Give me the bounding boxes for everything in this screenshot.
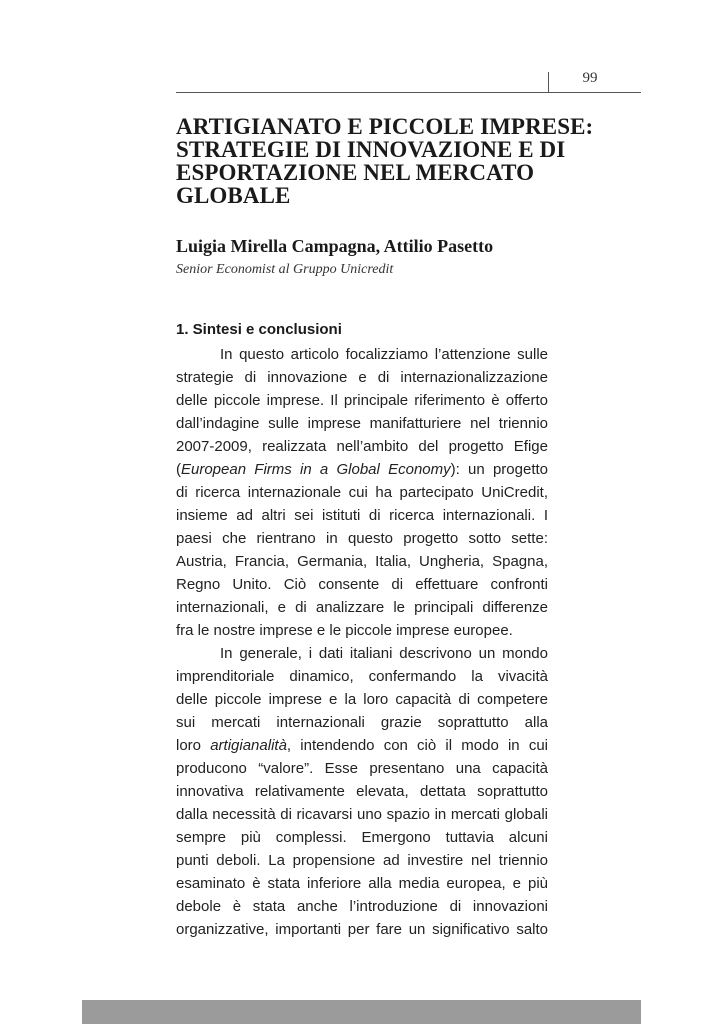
body-line bbox=[176, 458, 548, 481]
body-line: Regno Unito. Ciò consente di effettuare confronti bbox=[176, 576, 548, 593]
body-line: dalla necessità di ricavarsi uno spazio in mercati globali bbox=[176, 806, 548, 823]
article-authors: Luigia Mirella Campagna, Attilio Pasetto bbox=[176, 236, 494, 256]
body-line: fra le nostre imprese e le piccole imprese europee. bbox=[176, 622, 513, 639]
body-line: In generale, i dati italiani descrivono un mondo bbox=[220, 645, 548, 662]
body-line: delle piccole imprese e la loro capacità di competere bbox=[176, 691, 548, 708]
body-line: producono “valore”. Esse presentano una capacità bbox=[176, 760, 548, 777]
title-line: ESPORTAZIONE NEL MERCATO bbox=[176, 160, 535, 181]
body-line bbox=[176, 734, 548, 757]
page-number: 99 bbox=[582, 70, 598, 86]
article-title bbox=[176, 112, 646, 204]
header-divider-tick bbox=[548, 72, 549, 92]
body-line: In questo articolo focalizziamo l’attenzione sulle bbox=[220, 346, 548, 363]
emphasized-title: European Firms in a Global Economy bbox=[181, 461, 451, 478]
body-text: loro bbox=[176, 737, 211, 754]
header-rule bbox=[176, 92, 641, 93]
emphasized-word: artigianalità bbox=[210, 737, 287, 754]
article-body bbox=[176, 343, 548, 941]
body-line: esaminato è stata inferiore alla media europea, e più bbox=[176, 875, 548, 892]
body-line: punti deboli. La propensione ad investire nel triennio bbox=[176, 852, 548, 869]
body-line: strategie di innovazione e di internazionalizzazione bbox=[176, 369, 548, 386]
body-line: insieme ad altri sei istituti di ricerca internazionali. I bbox=[176, 507, 548, 524]
body-line: imprenditoriale dinamico, confermando la vivacità bbox=[176, 668, 548, 685]
body-line: delle piccole imprese. Il principale riferimento è offerto bbox=[176, 392, 548, 409]
body-text: ): un progetto bbox=[450, 461, 548, 478]
title-line: STRATEGIE DI INNOVAZIONE E DI bbox=[176, 137, 566, 158]
section-heading: 1. Sintesi e conclusioni bbox=[176, 321, 342, 338]
paragraph-2 bbox=[176, 642, 548, 941]
title-line: ARTIGIANATO E PICCOLE IMPRESE: bbox=[176, 114, 594, 135]
body-text: , intendendo con ciò il modo in cui bbox=[286, 737, 548, 754]
body-line: dall’indagine sulle imprese manifatturiere nel triennio bbox=[176, 415, 548, 432]
footer-band bbox=[82, 1000, 641, 1024]
body-line: sempre più complessi. Emergono tuttavia alcuni bbox=[176, 829, 548, 846]
body-line: paesi che rientrano in questo progetto sotto sette: bbox=[176, 530, 548, 547]
body-line: innovativa relativamente elevata, dettata soprattutto bbox=[176, 783, 548, 800]
body-line: sui mercati internazionali grazie soprattutto alla bbox=[176, 714, 548, 731]
title-line: GLOBALE bbox=[176, 183, 291, 204]
body-line: internazionali, e di analizzare le principali differenze bbox=[176, 599, 548, 616]
body-text: ( bbox=[176, 461, 181, 478]
body-line: 2007-2009, realizzata nell’ambito del progetto Efige bbox=[176, 438, 548, 455]
body-line: organizzative, importanti per fare un significativo salto bbox=[176, 921, 548, 938]
body-line: di ricerca internazionale cui ha partecipato UniCredit, bbox=[176, 484, 548, 501]
body-line: debole è stata anche l’introduzione di innovazioni bbox=[176, 898, 548, 915]
body-line: Austria, Francia, Germania, Italia, Ungheria, Spagna, bbox=[176, 553, 548, 570]
paragraph-1 bbox=[176, 343, 548, 642]
author-affiliation: Senior Economist al Gruppo Unicredit bbox=[176, 262, 394, 277]
